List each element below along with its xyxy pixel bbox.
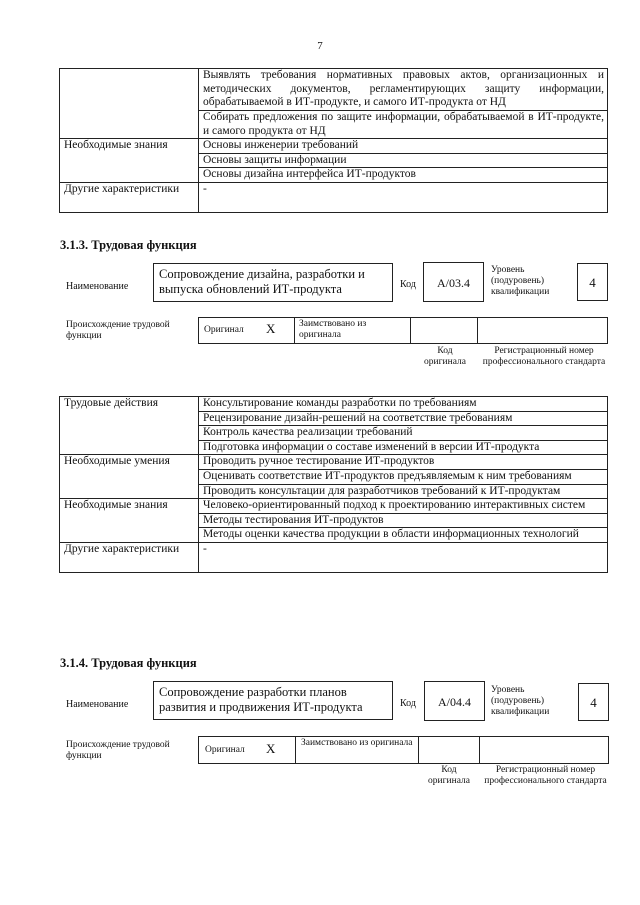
reg-number-label: Регистрационный номер профессионального стандарта <box>484 765 607 786</box>
origin-code-label: Код оригинала <box>424 346 466 367</box>
divider <box>294 317 295 344</box>
original-mark: X <box>266 321 276 336</box>
origin-code-label: Код оригинала <box>428 765 470 786</box>
table-row <box>60 397 608 412</box>
borrowed-label: Заимствовано из оригинала <box>301 738 413 748</box>
table-row <box>60 182 608 212</box>
row-item: Выявлять требования нормативных правовых актов, организационных и методических документов, регламентирующих защиту информации, обрабатываемой в ИТ-продукте, и самого ИТ-продукта от НД <box>199 69 608 111</box>
table-row <box>60 542 608 572</box>
row-label: Другие характеристики <box>60 182 199 212</box>
skills-table-2 <box>59 396 608 573</box>
original-mark: X <box>266 741 276 756</box>
row-item: Рецензирование дизайн-решений на соответствие требованиям <box>199 411 608 426</box>
section-heading: 3.1.3. Трудовая функция <box>60 238 197 252</box>
row-item: Консультирование команды разработки по требованиям <box>199 397 608 412</box>
divider <box>295 736 296 764</box>
reg-number-label: Регистрационный номер профессионального стандарта <box>482 346 606 367</box>
level-value: 4 <box>577 263 608 301</box>
table-row <box>60 69 608 111</box>
original-label: Оригинал <box>205 745 245 755</box>
row-item: - <box>199 542 608 572</box>
divider <box>479 736 480 764</box>
function-name: Сопровождение дизайна, разработки и выпуска обновлений ИТ-продукта <box>153 263 393 302</box>
code-label: Код <box>400 698 416 709</box>
row-item: Методы тестирования ИТ-продуктов <box>199 513 608 528</box>
borrowed-label: Заимствовано из оригинала <box>299 319 367 340</box>
row-item: Собирать предложения по защите информации, обрабатываемой в ИТ-продукте, и самого продукта от НД <box>199 111 608 139</box>
name-label: Наименование <box>66 699 129 710</box>
row-label: Другие характеристики <box>60 542 199 572</box>
row-label: Необходимые знания <box>60 499 199 543</box>
level-value: 4 <box>578 683 609 721</box>
function-name: Сопровождение разработки планов развития и продвижения ИТ-продукта <box>153 681 393 720</box>
table-row <box>60 455 608 470</box>
row-label: Необходимые знания <box>60 139 199 183</box>
level-label: Уровень (подуровень) квалификации <box>491 685 550 717</box>
row-item: Человеко-ориентированный подход к проектированию интерактивных систем <box>199 499 608 514</box>
original-label: Оригинал <box>204 325 244 335</box>
section-heading: 3.1.4. Трудовая функция <box>60 656 197 670</box>
row-item: Методы оценки качества продукции в области информационных технологий <box>199 528 608 543</box>
row-item: - <box>199 182 608 212</box>
row-label: Трудовые действия <box>60 397 199 455</box>
row-item: Основы дизайна интерфейса ИТ-продуктов <box>199 168 608 183</box>
level-label: Уровень (подуровень) квалификации <box>491 265 550 297</box>
row-item: Оценивать соответствие ИТ-продуктов предъявляемым к ним требованиям <box>199 469 608 484</box>
code-label: Код <box>400 279 416 290</box>
origin-label: Происхождение трудовой функции <box>66 740 170 761</box>
origin-label: Происхождение трудовой функции <box>66 320 170 341</box>
divider <box>477 317 478 344</box>
row-label: Необходимые умения <box>60 455 199 499</box>
row-item: Основы инженерии требований <box>199 139 608 154</box>
row-item: Проводить консультации для разработчиков требований к ИТ-продуктам <box>199 484 608 499</box>
page-number: 7 <box>317 40 323 52</box>
name-label: Наименование <box>66 281 129 292</box>
table-row <box>60 139 608 154</box>
row-label <box>60 69 199 139</box>
row-item: Подготовка информации о составе изменений в версии ИТ-продукта <box>199 440 608 455</box>
divider <box>418 736 419 764</box>
row-item: Контроль качества реализации требований <box>199 426 608 441</box>
table-row <box>60 499 608 514</box>
row-item: Проводить ручное тестирование ИТ-продуктов <box>199 455 608 470</box>
skills-table-1 <box>59 68 608 213</box>
divider <box>410 317 411 344</box>
code-value: A/03.4 <box>423 262 484 302</box>
code-value: A/04.4 <box>424 681 485 721</box>
row-item: Основы защиты информации <box>199 153 608 168</box>
